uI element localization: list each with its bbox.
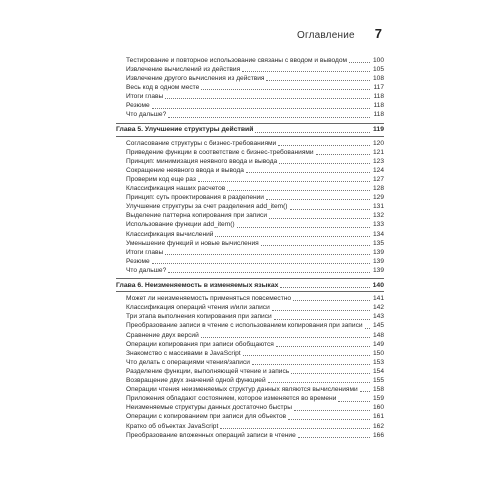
toc-entry-title: Сокращение неявного ввода и вывода — [126, 166, 244, 174]
toc-entry-page: 145 — [372, 322, 384, 330]
toc-entry-title: Преобразование вложенных операций записи в чтение — [126, 431, 296, 439]
toc-entry-page: 142 — [372, 304, 384, 312]
toc-entry-page: 128 — [372, 185, 384, 193]
toc-entry-title: Преобразование записи в чтение с использованием копирования при записи — [126, 322, 363, 330]
toc-entry-page: 161 — [372, 413, 384, 421]
chapter-rule — [116, 123, 384, 124]
toc-entry[interactable] — [126, 313, 384, 322]
toc-entry-title: Улучшение структуры за счет разделения add_item() — [126, 203, 288, 211]
toc-entry-page: 143 — [372, 313, 384, 321]
toc-entry-page: 129 — [372, 194, 384, 202]
toc-chapter[interactable] — [116, 281, 384, 290]
toc-entry-title: Операции с копированием при записи для объектов — [126, 413, 287, 421]
toc-entry-page: 166 — [372, 431, 384, 439]
toc-entry-title: Глава 6. Неизменяемость в изменяемых языках — [116, 282, 279, 290]
toc-entry-title: Что дальше? — [126, 111, 167, 119]
toc-entry-title: Извлечение вычислений из действия — [126, 65, 241, 73]
toc-entry-page: 132 — [372, 212, 384, 220]
header-page-number: 7 — [374, 26, 382, 41]
chapter-rule — [116, 136, 384, 137]
toc-entry-title: Приведение функции в соответствие с бизнес-требованиями — [126, 148, 314, 156]
toc-entry-title: Классификация вычислений — [126, 230, 214, 238]
toc-entry-page: 150 — [372, 349, 384, 357]
toc-entry-page: 140 — [372, 282, 384, 290]
toc-entry[interactable] — [126, 266, 384, 275]
toc-entry-title: Операции копирования при записи обобщаются — [126, 340, 274, 348]
toc-entry-title: Приложения обладают состоянием, которое изменяется во времени — [126, 395, 337, 403]
toc-entry-title: Принцип: суть проектирования в разделении — [126, 194, 264, 202]
toc-entry-title: Операции чтения неизменяемых структур данных являются вычислениями — [126, 386, 358, 394]
toc-entry-title: Использование функции add_item() — [126, 221, 235, 229]
toc-entry-title: Сравнение двух версий — [126, 331, 199, 339]
toc-entry-page: 135 — [372, 239, 384, 247]
toc-entry-title: Может ли неизменяемость применяться повсеместно — [126, 295, 292, 303]
toc-entry-page: 117 — [373, 84, 384, 92]
toc-entry-title: Итоги главы — [126, 248, 164, 256]
toc-entry-page: 141 — [372, 295, 384, 303]
toc-leader-dots — [168, 108, 370, 118]
toc-entry-title: Тестирование и повторное использование связаны с вводом и выводом — [126, 56, 348, 64]
toc-entry-title: Неизменяемые структуры данных достаточно быстры — [126, 404, 292, 412]
toc-entry-page: 134 — [372, 230, 384, 238]
toc-entry-title: Кратко об объектах JavaScript — [126, 422, 219, 430]
toc-entry-title: Согласование структуры с бизнес-требованиями — [126, 139, 277, 147]
toc-entry-page: 133 — [372, 221, 384, 229]
toc-entry-page: 139 — [372, 266, 384, 274]
chapter-rule — [116, 291, 384, 292]
toc-entry-page: 118 — [373, 102, 384, 110]
toc-entry-page: 158 — [372, 386, 384, 394]
toc-entry-title: Весь код в одном месте — [126, 84, 200, 92]
toc-entry-title: Классификация наших расчетов — [126, 185, 226, 193]
toc-entry-title: Разделение функции, выполняющей чтение и запись — [126, 367, 290, 375]
toc-entry-title: Классификация операций чтения и/или записи — [126, 304, 270, 312]
toc-entry-page: 123 — [372, 157, 384, 165]
toc-entry-title: Знакомство с массивами в JavaScript — [126, 349, 241, 357]
toc-entry-page: 118 — [373, 111, 384, 119]
toc-leader-dots — [274, 310, 370, 320]
toc-entry-page: 160 — [372, 404, 384, 412]
toc-chapter[interactable] — [116, 126, 384, 135]
toc-entry-page: 121 — [372, 148, 384, 156]
toc-entry-page: 153 — [372, 358, 384, 366]
toc-entry-title: Итоги главы — [126, 93, 164, 101]
toc-leader-dots — [268, 373, 370, 383]
toc-entry-page: 155 — [372, 377, 384, 385]
header-title: Оглавление — [297, 30, 355, 41]
toc-entry-title: Уменьшение функций и новые вычисления — [126, 239, 259, 247]
toc-entry-page: 119 — [373, 126, 384, 134]
toc-entry-page: 162 — [372, 422, 384, 430]
toc-leader-dots — [298, 428, 370, 438]
toc-entry-page: 108 — [372, 74, 384, 82]
toc-entry-page: 149 — [372, 340, 384, 348]
toc-entry-title: Принцип: минимизация неявного ввода и вывода — [126, 157, 278, 165]
toc-entry-page: 127 — [372, 175, 384, 183]
toc-entry[interactable] — [126, 431, 384, 440]
toc-entry-title: Возвращение двух значений одной функцией — [126, 377, 266, 385]
toc-entry-page: 124 — [372, 166, 384, 174]
toc-entry-page: 159 — [372, 395, 384, 403]
toc-entry-page: 139 — [372, 248, 384, 256]
toc-entry[interactable] — [126, 376, 384, 385]
toc-entry-title: Три этапа выполнения копирования при записи — [126, 313, 272, 321]
toc-entry-page: 120 — [372, 139, 384, 147]
toc-entry-page: 148 — [372, 331, 384, 339]
toc-entry-title: Резюме — [126, 257, 150, 265]
toc-leader-dots — [255, 123, 370, 133]
toc-entry-title: Выделение паттерна копирования при записи — [126, 212, 268, 220]
toc-entry[interactable] — [126, 111, 384, 120]
toc-entry-page: 118 — [373, 93, 384, 101]
toc-entry-page: 131 — [372, 203, 384, 211]
chapter-rule — [116, 278, 384, 279]
toc-entry-title: Глава 5. Улучшение структуры действий — [116, 126, 254, 134]
page-header — [297, 26, 382, 41]
toc-entry-page: 139 — [372, 257, 384, 265]
toc-entry-page: 105 — [372, 65, 384, 73]
toc-entry-title: Что дальше? — [126, 266, 167, 274]
toc-entry-title: Извлечение другого вычисления из действия — [126, 74, 265, 82]
toc-leader-dots — [168, 263, 370, 273]
toc-entry-page: 154 — [372, 367, 384, 375]
toc-entry-title: Проверим код еще раз — [126, 175, 196, 183]
toc-entry-title: Резюме — [126, 102, 150, 110]
toc-leader-dots — [280, 278, 370, 288]
toc-entry-page: 100 — [372, 56, 384, 64]
toc-entry-title: Что делать с операциями чтения/записи — [126, 358, 250, 366]
